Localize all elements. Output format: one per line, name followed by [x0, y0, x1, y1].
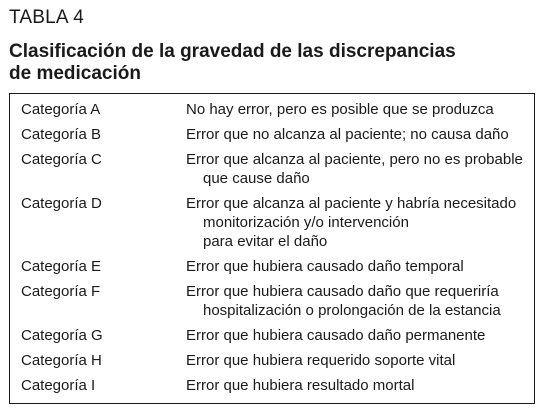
description-line: Error que alcanza al paciente, pero no es probable — [186, 151, 523, 168]
table-title-line: Clasificación de la gravedad de las discrepancias — [9, 41, 456, 62]
category-cell: Categoría B — [21, 126, 102, 143]
description-cell — [186, 194, 534, 251]
category-cell: Categoría I — [21, 377, 96, 394]
table-row — [10, 125, 534, 150]
table-row — [10, 257, 534, 282]
category-cell: Categoría D — [21, 195, 102, 212]
table-row — [10, 376, 534, 401]
description-cell — [186, 351, 534, 370]
category-cell: Categoría C — [21, 151, 102, 168]
table-row — [10, 194, 534, 257]
category-cell: Categoría G — [21, 327, 103, 344]
description-line: Error que hubiera causado daño temporal — [186, 258, 464, 275]
table-row — [10, 282, 534, 326]
description-line: No hay error, pero es posible que se produzca — [186, 101, 494, 118]
description-cell — [186, 125, 534, 144]
description-line: Error que no alcanza al paciente; no causa daño — [186, 126, 509, 143]
description-line: Error que hubiera causado daño que requeriría — [186, 283, 499, 300]
description-line: que cause daño — [203, 170, 310, 187]
table-title-line: de medicación — [9, 63, 141, 84]
description-line: Error que alcanza al paciente y habría necesitado — [186, 195, 517, 212]
category-cell: Categoría F — [21, 283, 101, 300]
description-cell — [186, 376, 534, 395]
table-row — [10, 100, 534, 125]
classification-table — [9, 93, 535, 404]
table-title — [9, 41, 534, 85]
description-line: Error que hubiera causado daño permanente — [186, 327, 486, 344]
table-row — [10, 150, 534, 194]
description-cell — [186, 326, 534, 345]
category-cell: Categoría E — [21, 258, 102, 275]
description-line: Error que hubiera resultado mortal — [186, 377, 415, 394]
description-line: Error que hubiera requerido soporte vital — [186, 352, 456, 369]
category-cell: Categoría A — [21, 101, 101, 118]
description-line: para evitar el daño — [203, 233, 328, 250]
table-number-label: TABLA 4 — [9, 7, 84, 28]
description-cell — [186, 282, 534, 320]
description-cell — [186, 100, 534, 119]
table-row — [10, 351, 534, 376]
description-line: hospitalización o prolongación de la estancia — [203, 302, 501, 319]
description-cell — [186, 257, 534, 276]
description-cell — [186, 150, 534, 188]
description-line: monitorización y/o intervención — [203, 214, 409, 231]
table-row — [10, 326, 534, 351]
category-cell: Categoría H — [21, 352, 102, 369]
